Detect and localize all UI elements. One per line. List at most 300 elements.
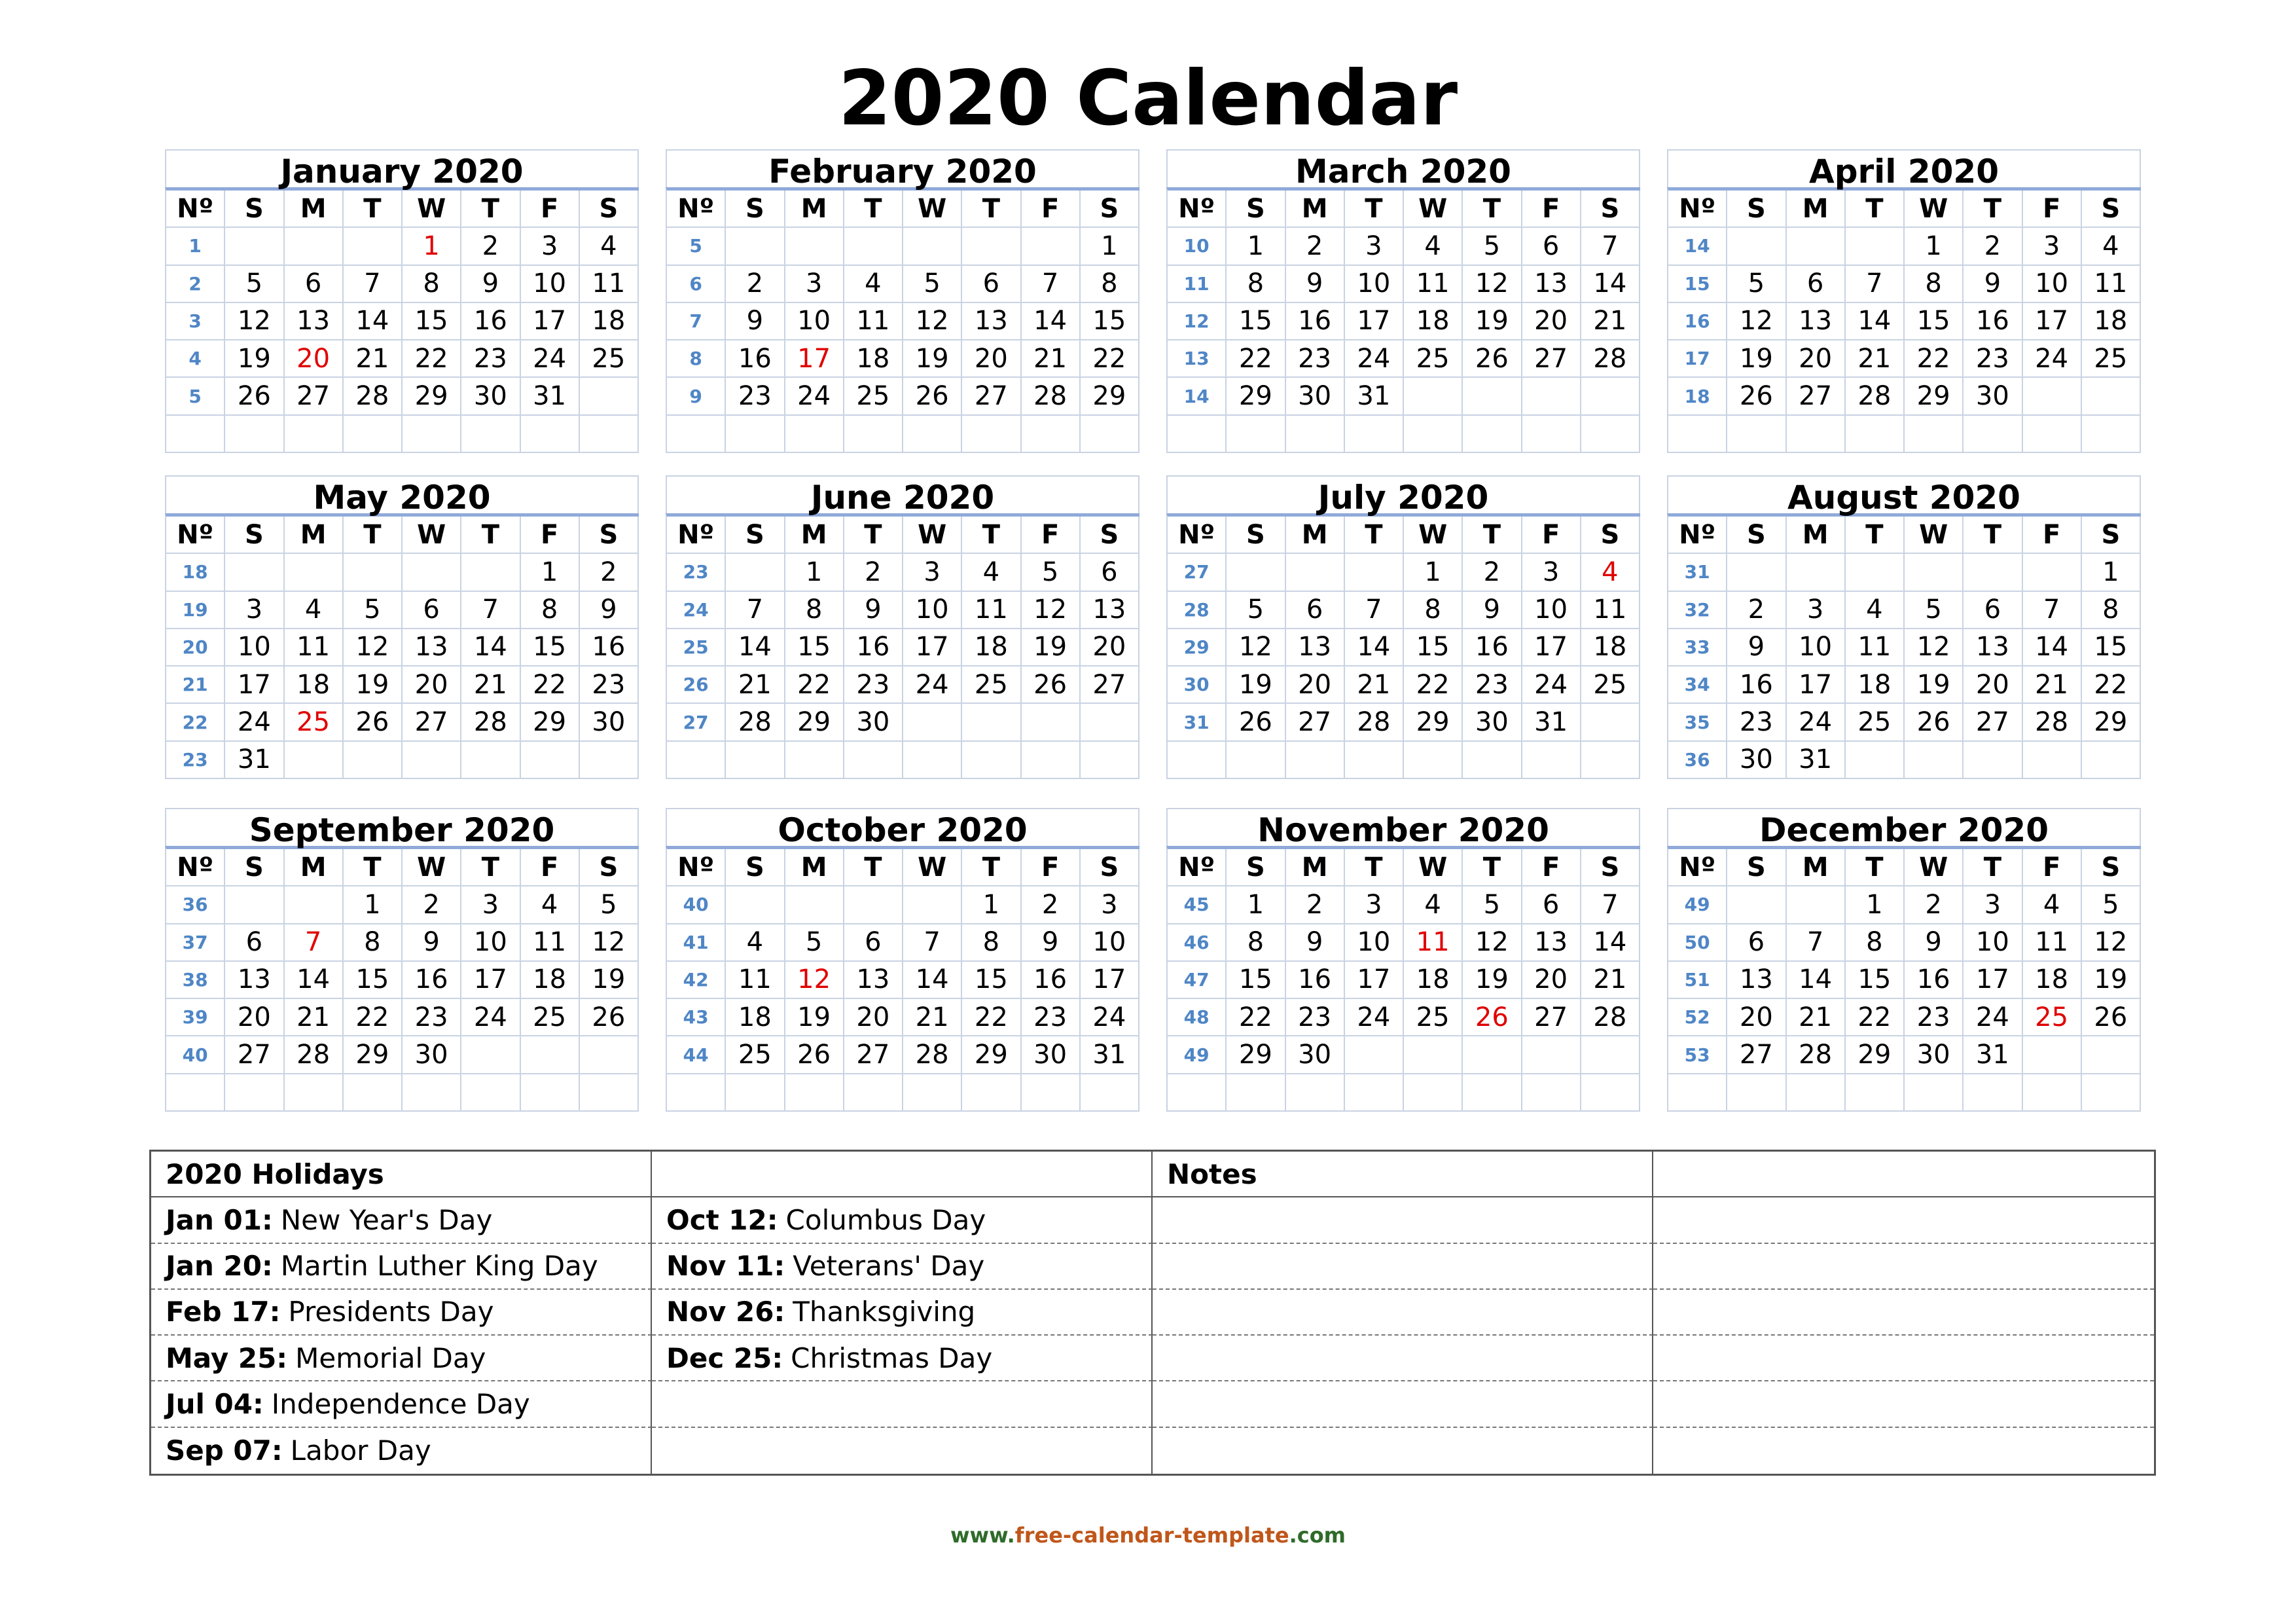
day-cell: 22 [403,340,461,378]
day-cell: 28 [726,704,785,741]
month-grid [666,846,1139,1112]
day-cell: 9 [726,303,785,340]
day-cell: 7 [726,592,785,629]
weekday-header: W [403,191,461,228]
day-cell: 17 [521,303,580,340]
day-cell [1463,1036,1522,1074]
day-cell: 25 [844,378,903,415]
holiday-entry [652,1290,1153,1336]
day-cell [785,228,844,265]
day-cell: 15 [785,629,844,666]
month-title: September 2020 [165,808,639,846]
day-cell: 30 [580,704,639,741]
day-cell: 20 [225,999,284,1036]
day-cell: 14 [1846,303,1905,340]
day-cell [2082,1036,2141,1074]
day-cell [1787,554,1846,591]
day-cell: 22 [1227,999,1285,1036]
month-title: March 2020 [1166,149,1640,187]
footer-url-suffix: .com [1289,1523,1346,1548]
day-cell [1022,416,1081,453]
day-cell: 2 [1286,228,1345,265]
week-number: 25 [667,629,726,666]
day-cell: 3 [1522,554,1581,591]
month-grid [165,846,639,1112]
day-cell: 1 [403,228,461,265]
day-cell: 29 [403,378,461,415]
day-cell: 3 [2023,228,2082,265]
day-cell [344,554,403,591]
day-cell: 28 [2023,704,2082,741]
weekday-header: T [461,517,520,554]
weekday-header: F [521,191,580,228]
day-cell: 17 [1081,962,1139,999]
notes-line[interactable] [1153,1381,1653,1427]
day-cell [903,704,962,741]
week-number: 34 [1668,666,1727,704]
day-cell: 26 [903,378,962,415]
week-number-header: Nº [166,517,225,554]
day-cell: 17 [1345,303,1404,340]
day-cell [785,742,844,779]
holiday-date: Dec 25: [666,1341,783,1374]
week-number: 12 [1168,303,1227,340]
notes-line[interactable] [1153,1244,1653,1290]
holiday-name: New Year's Day [280,1203,493,1236]
day-cell [785,1074,844,1112]
day-cell: 12 [1463,266,1522,303]
week-number: 4 [166,340,225,378]
week-number: 7 [667,303,726,340]
day-cell: 14 [285,962,344,999]
day-cell: 16 [461,303,520,340]
day-cell [285,554,344,591]
day-cell: 30 [1463,704,1522,741]
day-cell: 29 [1404,704,1463,741]
day-cell: 17 [1964,962,2022,999]
month-title: November 2020 [1166,808,1640,846]
day-cell: 13 [285,303,344,340]
day-cell: 9 [403,924,461,962]
weekday-header: S [1581,849,1640,886]
notes-line[interactable] [1653,1197,2154,1243]
notes-line[interactable] [1153,1290,1653,1336]
month-grid [666,187,1139,453]
day-cell [225,228,284,265]
day-cell: 3 [903,554,962,591]
day-cell [903,886,962,924]
day-cell: 2 [1286,886,1345,924]
day-cell: 21 [1581,303,1640,340]
day-cell: 5 [1905,592,1964,629]
day-cell [225,1074,284,1112]
day-cell: 13 [403,629,461,666]
day-cell: 16 [1964,303,2022,340]
notes-line[interactable] [1653,1381,2154,1427]
day-cell [1905,742,1964,779]
weekday-header: S [726,517,785,554]
day-cell: 4 [2023,886,2082,924]
day-cell: 27 [1787,378,1846,415]
day-cell: 19 [1463,303,1522,340]
week-number: 43 [667,999,726,1036]
day-cell: 14 [1345,629,1404,666]
week-number: 36 [1668,742,1727,779]
day-cell: 10 [521,266,580,303]
holiday-name: Thanksgiving [793,1296,976,1328]
day-cell: 7 [2023,592,2082,629]
day-cell: 2 [1727,592,1786,629]
day-cell [1404,416,1463,453]
day-cell: 17 [903,629,962,666]
weekday-header: F [2023,849,2082,886]
day-cell: 6 [285,266,344,303]
day-cell [1581,704,1640,741]
day-cell: 13 [1522,924,1581,962]
notes-heading: Notes [1153,1152,1653,1197]
day-cell: 4 [1846,592,1905,629]
notes-line[interactable] [1153,1197,1653,1243]
day-cell [1727,886,1786,924]
notes-line[interactable] [1153,1336,1653,1381]
weekday-header: T [1345,849,1404,886]
day-cell: 22 [2082,666,2141,704]
day-cell [1286,742,1345,779]
day-cell [2082,378,2141,415]
day-cell: 10 [1522,592,1581,629]
day-cell [1081,742,1139,779]
day-cell: 6 [1081,554,1139,591]
holiday-date: Oct 12: [666,1203,778,1236]
weekday-header: M [785,191,844,228]
footer-url[interactable] [0,1523,2296,1548]
weekday-header: S [1227,517,1285,554]
notes-line[interactable] [1653,1336,2154,1381]
day-cell: 6 [403,592,461,629]
day-cell: 21 [2023,666,2082,704]
day-cell: 14 [461,629,520,666]
day-cell: 13 [1286,629,1345,666]
weekday-header: S [1081,517,1139,554]
weekday-header: S [580,849,639,886]
holiday-entry [151,1428,652,1474]
day-cell [2023,742,2082,779]
day-cell: 11 [580,266,639,303]
weekday-header: S [225,517,284,554]
day-cell [1727,1074,1786,1112]
day-cell [225,416,284,453]
week-number [667,742,726,779]
holiday-name: Presidents Day [288,1296,494,1328]
footer-url-prefix: www. [950,1523,1015,1548]
day-cell: 9 [1964,266,2022,303]
day-cell: 21 [1787,999,1846,1036]
week-number: 30 [1168,666,1227,704]
day-cell: 27 [1522,340,1581,378]
notes-line[interactable] [1653,1290,2154,1336]
week-number-header: Nº [1168,849,1227,886]
day-cell: 18 [2082,303,2141,340]
day-cell: 20 [1964,666,2022,704]
day-cell: 21 [903,999,962,1036]
day-cell: 16 [844,629,903,666]
week-number: 27 [1168,554,1227,591]
day-cell [2023,378,2082,415]
month-grid [1667,187,2141,453]
week-number: 11 [1168,266,1227,303]
day-cell [903,228,962,265]
day-cell: 6 [962,266,1021,303]
day-cell: 18 [521,962,580,999]
day-cell: 23 [580,666,639,704]
weekday-header: T [1345,517,1404,554]
day-cell [1522,378,1581,415]
week-number: 38 [166,962,225,999]
day-cell: 12 [1227,629,1285,666]
day-cell [461,1074,520,1112]
day-cell: 1 [521,554,580,591]
day-cell: 13 [1727,962,1786,999]
day-cell: 1 [1404,554,1463,591]
day-cell: 23 [1286,340,1345,378]
weekday-header: S [225,191,284,228]
weekday-header: T [1964,517,2022,554]
holiday-entry [151,1381,652,1427]
day-cell: 26 [1727,378,1786,415]
week-number: 14 [1168,378,1227,415]
day-cell [1286,554,1345,591]
weekday-header: M [785,517,844,554]
weekday-header: S [1581,191,1640,228]
day-cell [726,416,785,453]
day-cell: 20 [1081,629,1139,666]
day-cell: 5 [225,266,284,303]
day-cell: 31 [225,742,284,779]
day-cell: 24 [785,378,844,415]
day-cell: 10 [1964,924,2022,962]
day-cell: 14 [1787,962,1846,999]
day-cell [2023,554,2082,591]
day-cell: 9 [1905,924,1964,962]
day-cell: 8 [344,924,403,962]
day-cell: 8 [521,592,580,629]
month-calendar [666,149,1139,453]
day-cell [403,1074,461,1112]
month-calendar [1667,475,2141,779]
day-cell: 23 [461,340,520,378]
day-cell: 16 [580,629,639,666]
week-number: 31 [1168,704,1227,741]
weekday-header: T [1463,191,1522,228]
day-cell: 23 [1964,340,2022,378]
day-cell: 9 [1286,924,1345,962]
day-cell: 6 [1727,924,1786,962]
month-calendar [1667,808,2141,1112]
day-cell: 10 [785,303,844,340]
day-cell: 29 [521,704,580,741]
month-title: August 2020 [1667,475,2141,513]
notes-line[interactable] [1153,1428,1653,1474]
day-cell: 5 [2082,886,2141,924]
day-cell [1964,742,2022,779]
day-cell: 18 [1581,629,1640,666]
day-cell: 23 [1463,666,1522,704]
day-cell: 29 [2082,704,2141,741]
month-title: July 2020 [1166,475,1640,513]
day-cell: 12 [344,629,403,666]
day-cell: 23 [1727,704,1786,741]
day-cell: 15 [1227,962,1285,999]
week-number-header: Nº [1668,191,1727,228]
day-cell: 4 [285,592,344,629]
day-cell: 28 [285,1036,344,1074]
day-cell: 7 [1345,592,1404,629]
day-cell: 9 [1022,924,1081,962]
day-cell: 7 [903,924,962,962]
day-cell: 21 [344,340,403,378]
day-cell: 4 [844,266,903,303]
month-grid [1667,846,2141,1112]
day-cell [844,1074,903,1112]
day-cell [844,742,903,779]
day-cell: 15 [521,629,580,666]
day-cell: 26 [1022,666,1081,704]
day-cell [580,1036,639,1074]
holiday-name: Veterans' Day [793,1250,985,1283]
weekday-header: M [1286,849,1345,886]
day-cell: 20 [844,999,903,1036]
month-calendar [666,475,1139,779]
notes-line[interactable] [1653,1428,2154,1474]
holiday-date: Nov 26: [666,1296,785,1328]
week-number: 18 [1668,378,1727,415]
day-cell [1286,1074,1345,1112]
day-cell: 27 [1522,999,1581,1036]
week-number [1168,1074,1227,1112]
day-cell: 13 [1964,629,2022,666]
weekday-header: F [521,517,580,554]
day-cell: 21 [1581,962,1640,999]
week-number-header: Nº [667,517,726,554]
day-cell: 8 [962,924,1021,962]
weekday-header: F [1522,191,1581,228]
day-cell: 12 [903,303,962,340]
day-cell: 19 [785,999,844,1036]
week-number: 36 [166,886,225,924]
day-cell [1905,416,1964,453]
month-grid [1166,846,1640,1112]
day-cell [785,416,844,453]
day-cell: 1 [785,554,844,591]
day-cell [1463,742,1522,779]
day-cell: 15 [1905,303,1964,340]
day-cell: 4 [2082,228,2141,265]
day-cell: 29 [785,704,844,741]
week-number: 27 [667,704,726,741]
week-number: 48 [1168,999,1227,1036]
day-cell: 26 [785,1036,844,1074]
week-number: 18 [166,554,225,591]
weekday-header: F [2023,517,2082,554]
day-cell: 10 [2023,266,2082,303]
day-cell: 16 [1727,666,1786,704]
day-cell [962,416,1021,453]
day-cell: 26 [1463,340,1522,378]
day-cell [1846,554,1905,591]
day-cell: 16 [1286,962,1345,999]
month-grid [165,513,639,779]
month-title: February 2020 [666,149,1139,187]
holiday-name: Christmas Day [791,1341,993,1374]
day-cell [1463,1074,1522,1112]
day-cell: 18 [580,303,639,340]
day-cell: 3 [461,886,520,924]
day-cell: 31 [1522,704,1581,741]
week-number: 14 [1668,228,1727,265]
day-cell: 1 [2082,554,2141,591]
day-cell: 12 [580,924,639,962]
day-cell: 20 [1522,303,1581,340]
day-cell: 27 [1964,704,2022,741]
day-cell [1345,416,1404,453]
day-cell: 8 [785,592,844,629]
week-number: 53 [1668,1036,1727,1074]
day-cell [1404,1074,1463,1112]
holiday-date: Jan 20: [166,1250,273,1283]
day-cell: 9 [1463,592,1522,629]
day-cell: 4 [726,924,785,962]
day-cell: 10 [1081,924,1139,962]
weekday-header: M [285,849,344,886]
weekday-header: T [844,849,903,886]
weekday-header: T [344,191,403,228]
day-cell: 2 [1905,886,1964,924]
day-cell: 29 [1227,1036,1285,1074]
day-cell: 22 [1227,340,1285,378]
day-cell: 8 [1227,924,1285,962]
day-cell [2023,416,2082,453]
week-number: 40 [166,1036,225,1074]
week-number-header: Nº [166,191,225,228]
day-cell: 11 [726,962,785,999]
day-cell: 31 [1787,742,1846,779]
weekday-header: S [1727,517,1786,554]
holiday-date: May 25: [166,1341,288,1374]
week-number: 6 [667,266,726,303]
day-cell [285,886,344,924]
weekday-header: W [1404,191,1463,228]
notes-line[interactable] [1653,1244,2154,1290]
day-cell: 26 [580,999,639,1036]
day-cell: 27 [225,1036,284,1074]
day-cell [461,554,520,591]
day-cell: 14 [344,303,403,340]
day-cell [1581,378,1640,415]
day-cell: 30 [844,704,903,741]
week-number [667,1074,726,1112]
day-cell [1522,1036,1581,1074]
day-cell: 14 [2023,629,2082,666]
day-cell [1227,742,1285,779]
day-cell [2082,742,2141,779]
week-number: 40 [667,886,726,924]
day-cell: 11 [521,924,580,962]
holiday-name: Columbus Day [785,1203,986,1236]
day-cell: 29 [1905,378,1964,415]
day-cell: 29 [962,1036,1021,1074]
day-cell: 10 [1787,629,1846,666]
day-cell: 27 [962,378,1021,415]
